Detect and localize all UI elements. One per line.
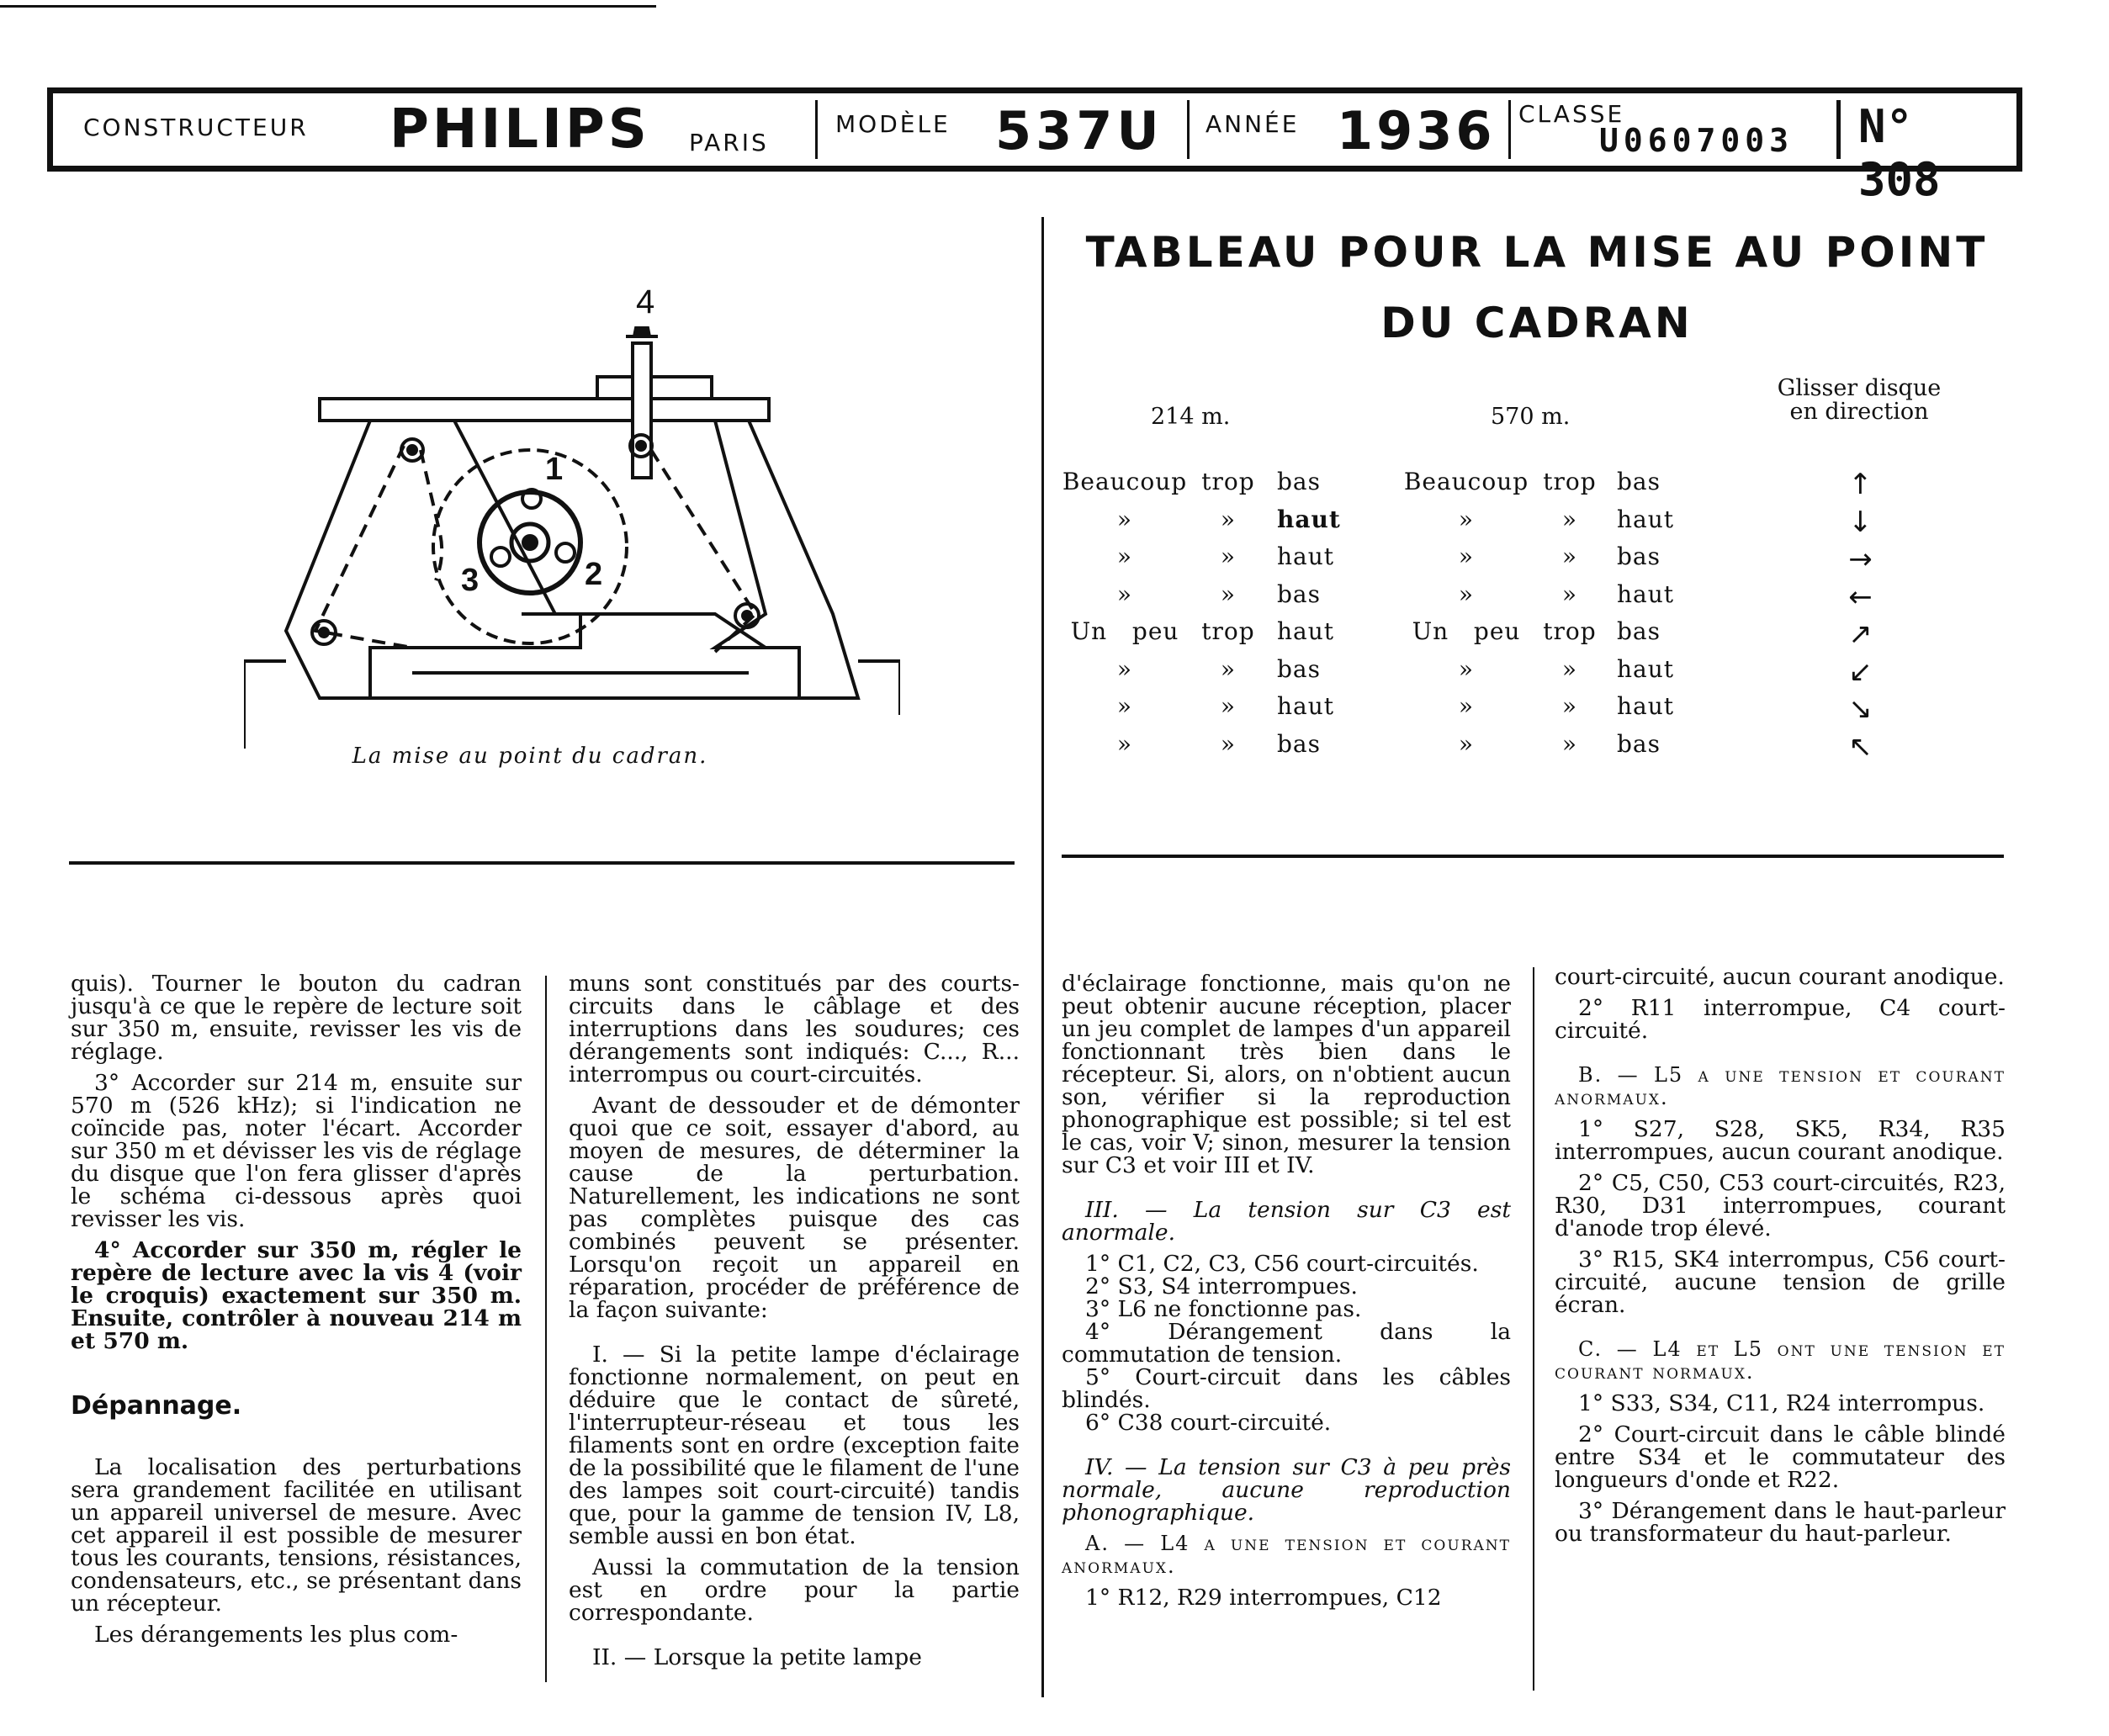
- city-label: PARIS: [689, 129, 769, 156]
- paragraph: quis). Tourner le bouton du cadran jusqu'à ce que le repère de lecture soit sur 350 m, ensuite, revisser les vis de réglage.: [71, 971, 522, 1065]
- direction-arrow-icon: ↙: [1848, 654, 1873, 689]
- annee-label: ANNÉE: [1206, 110, 1300, 138]
- list-item: 2° R11 interrompue, C4 court-circuité.: [1555, 995, 2006, 1044]
- column-rule: [545, 976, 547, 1682]
- table-cell: trop: [1543, 468, 1597, 495]
- diagram-label-2: 2: [585, 557, 603, 592]
- header-divider: [815, 100, 818, 159]
- table-cell: bas: [1617, 468, 1661, 495]
- list-item: 4° Dérangement dans la commutation de tension.: [1062, 1319, 1511, 1368]
- subheading: B. — L5 a une tension et courant anormaux.: [1555, 1063, 2006, 1109]
- table-cell: »: [1220, 692, 1237, 720]
- table-cell: Un peu: [1412, 617, 1521, 645]
- table-title-line2: DU CADRAN: [1380, 299, 1693, 347]
- subheading: A. — L4 a une tension et courant anormaux.: [1062, 1532, 1511, 1578]
- diagram-label-4: 4: [636, 283, 655, 320]
- table-cell: »: [1116, 542, 1133, 570]
- list-item: 1° S33, S34, C11, R24 interrompus.: [1578, 1390, 1985, 1416]
- direction-arrow-icon: ←: [1848, 580, 1873, 614]
- table-cell: »: [1458, 654, 1475, 683]
- table-title-line1: TABLEAU POUR LA MISE AU POINT: [1085, 228, 1989, 277]
- table-cell: bas: [1277, 580, 1321, 608]
- table-cell: »: [1220, 505, 1237, 533]
- paragraph: muns sont constitués par des courts-circuits dans le câblage et des interruptions dans les soudures; ces dérangements sont indiqués: C..., R... interrompus ou court-circuités.: [569, 971, 1020, 1088]
- direction-arrow-icon: →: [1848, 542, 1873, 576]
- subheading: IV. — La tension sur C3 à peu près normale, aucune reproduction phonographique.: [1062, 1454, 1511, 1526]
- list-item: 3° Dérangement dans le haut-parleur ou transformateur du haut-parleur.: [1555, 1498, 2006, 1547]
- list-item: 2° Court-circuit dans le câble blindé entre S34 et le commutateur des longueurs d'onde et R22.: [1555, 1421, 2006, 1493]
- paragraph: d'éclairage fonctionne, mais qu'on ne peut obtenir aucune réception, placer un jeu complet de lampes d'un appareil fonctionnant très bien dans le récepteur. Si, alors, on n'obtient aucun son, vérifier si la reproduction phonographique est possible; si tel est le cas, voir V; sinon, mesurer la tension sur C3 et voir III et IV.: [1062, 971, 1511, 1178]
- text-column-3: [1062, 972, 1511, 1617]
- list-item: 1° R12, R29 interrompues, C12: [1085, 1585, 1442, 1611]
- table-cell: »: [1220, 580, 1237, 608]
- paragraph: Les dérangements les plus com-: [94, 1622, 458, 1648]
- list-item: 1° C1, C2, C3, C56 court-circuités.: [1085, 1251, 1479, 1277]
- table-cell: bas: [1277, 654, 1321, 683]
- table-cell: Beaucoup: [1062, 468, 1188, 495]
- table-cell: »: [1220, 729, 1237, 758]
- table-title: [1062, 217, 2012, 358]
- table-cell: »: [1116, 654, 1133, 683]
- paragraph: Avant de dessouder et de démonter quoi que ce soit, essayer d'abord, au moyen de mesures, de déterminer la cause de la perturbation. Naturellement, les indications ne sont pas complètes puisque des cas combinés peuvent se présenter. Lorsqu'on reçoit un appareil en réparation, procéder de préférence de la façon suivante:: [569, 1093, 1020, 1323]
- table-cell: haut: [1617, 505, 1675, 533]
- table-cell: »: [1220, 654, 1237, 683]
- table-cell: bas: [1617, 542, 1661, 570]
- table-cell: »: [1458, 729, 1475, 758]
- list-item: 2° S3, S4 interrompues.: [1085, 1273, 1358, 1299]
- classe-label: CLASSE: [1518, 100, 1625, 128]
- table-cell: »: [1458, 505, 1475, 533]
- col-570-header: 570 m.: [1491, 404, 1571, 430]
- table-cell: »: [1561, 505, 1578, 533]
- column-rule: [1533, 967, 1534, 1691]
- brand-name: PHILIPS: [389, 98, 650, 161]
- table-cell: Un peu: [1070, 617, 1179, 645]
- direction-arrow-icon: ↘: [1848, 692, 1873, 726]
- paragraph: 4° Accorder sur 350 m, régler le repère de lecture avec la vis 4 (voir le croquis) exactement sur 350 m. Ensuite, contrôler à nouveau 214 m et 570 m.: [71, 1237, 522, 1354]
- table-cell: trop: [1201, 468, 1255, 495]
- table-cell: »: [1220, 542, 1237, 570]
- modele-label: MODÈLE: [835, 110, 951, 138]
- numero-value: N° 308: [1858, 100, 1941, 206]
- text-column-4: [1555, 966, 2006, 1553]
- list-item: 5° Court-circuit dans les câbles blindés.: [1062, 1364, 1511, 1413]
- header-divider: [1508, 100, 1511, 159]
- table-cell: bas: [1277, 468, 1321, 495]
- table-cell: »: [1458, 580, 1475, 608]
- direction-arrow-icon: ↓: [1848, 505, 1873, 539]
- paragraph: 3° Accorder sur 214 m, ensuite sur 570 m (526 kHz); si l'indication ne coïncide pas, noter l'écart. Accorder sur 350 m et dévisser les vis de réglage du disque que l'on fera glisser d'après le schéma ci-dessous après quoi revisser les vis.: [71, 1070, 522, 1232]
- constructeur-label: CONSTRUCTEUR: [83, 114, 309, 141]
- table-cell: haut: [1277, 692, 1335, 720]
- table-cell: »: [1116, 505, 1133, 533]
- column-rule: [1041, 217, 1044, 1697]
- table-cell: haut: [1277, 542, 1335, 570]
- table-cell: »: [1561, 542, 1578, 570]
- diagram-label-3: 3: [461, 563, 480, 598]
- annee-value: 1936: [1337, 100, 1496, 161]
- direction-arrow-icon: ↖: [1848, 729, 1873, 764]
- col-direction-header: [1758, 377, 1960, 424]
- header-divider: [1187, 100, 1190, 159]
- classe-value: U0607003: [1599, 122, 1794, 159]
- list-item: 3° R15, SK4 interrompus, C56 court-circuité, aucune tension de grille écran.: [1555, 1246, 2006, 1318]
- subheading: C. — L4 et L5 ont une tension et courant normaux.: [1555, 1337, 2006, 1384]
- list-item: 1° S27, S28, SK5, R34, R35 interrompues, aucun courant anodique.: [1555, 1116, 2006, 1165]
- header-divider: [1836, 100, 1841, 159]
- table-cell: »: [1561, 654, 1578, 683]
- table-cell: »: [1561, 729, 1578, 758]
- list-item: 3° L6 ne fonctionne pas.: [1085, 1296, 1362, 1322]
- paragraph: I. — Si la petite lampe d'éclairage fonctionne normalement, on peut en déduire que le contact de sûreté, l'interrupteur-réseau et tous les filaments sont en ordre (exception faite de la possibilité que le filament de l'une des lampes soit court-circuité) tandis que, pour la gamme de tension IV, L8, semble aussi en bon état.: [569, 1342, 1020, 1549]
- table-cell: haut: [1617, 692, 1675, 720]
- table-cell: bas: [1277, 729, 1321, 758]
- table-cell: haut: [1617, 580, 1675, 608]
- col-214-header: 214 m.: [1151, 404, 1231, 430]
- dial-diagram: [244, 278, 900, 749]
- direction-header-line1: Glisser disque: [1777, 375, 1942, 401]
- table-cell: trop: [1201, 617, 1255, 645]
- table-cell: haut: [1277, 505, 1341, 533]
- paragraph: Aussi la commutation de la tension est en ordre pour la partie correspondante.: [569, 1554, 1020, 1626]
- paragraph: II. — Lorsque la petite lampe: [592, 1644, 922, 1670]
- table-cell: haut: [1277, 617, 1335, 645]
- paragraph: court-circuité, aucun courant anodique.: [1555, 964, 2005, 990]
- table-cell: »: [1116, 580, 1133, 608]
- table-cell: »: [1561, 580, 1578, 608]
- diagram-caption: La mise au point du cadran.: [352, 744, 708, 769]
- table-cell: »: [1458, 542, 1475, 570]
- table-cell: bas: [1617, 617, 1661, 645]
- direction-header-line2: en direction: [1789, 399, 1929, 425]
- direction-arrow-icon: ↑: [1848, 468, 1873, 501]
- table-cell: haut: [1617, 654, 1675, 683]
- paragraph: La localisation des perturbations sera grandement facilitée en utilisant un appareil universel de mesure. Avec cet appareil il est possible de mesurer tous les courants, tensions, résistances, condensateurs, etc., se présentant dans un récepteur.: [71, 1454, 522, 1617]
- direction-arrow-icon: ↗: [1848, 617, 1873, 651]
- table-cell: »: [1458, 692, 1475, 720]
- section-heading: Dépannage.: [71, 1391, 242, 1421]
- list-item: 2° C5, C50, C53 court-circuités, R23, R30, D31 interrompues, courant d'anode trop élevé.: [1555, 1170, 2006, 1241]
- table-cell: bas: [1617, 729, 1661, 758]
- header-box: [47, 87, 2022, 206]
- right-section-rule: [1062, 855, 2004, 858]
- table-cell: trop: [1543, 617, 1597, 645]
- diagram-label-1: 1: [545, 452, 564, 487]
- table-cell: »: [1116, 729, 1133, 758]
- top-rule: [0, 5, 656, 8]
- text-column-1: [71, 972, 522, 1654]
- modele-value: 537U: [995, 100, 1163, 161]
- table-cell: »: [1116, 692, 1133, 720]
- table-cell: »: [1561, 692, 1578, 720]
- subheading: III. — La tension sur C3 est anormale.: [1062, 1197, 1511, 1246]
- text-column-2: [569, 972, 1020, 1677]
- list-item: 6° C38 court-circuité.: [1085, 1410, 1332, 1436]
- table-cell: Beaucoup: [1403, 468, 1529, 495]
- left-section-rule: [69, 861, 1015, 865]
